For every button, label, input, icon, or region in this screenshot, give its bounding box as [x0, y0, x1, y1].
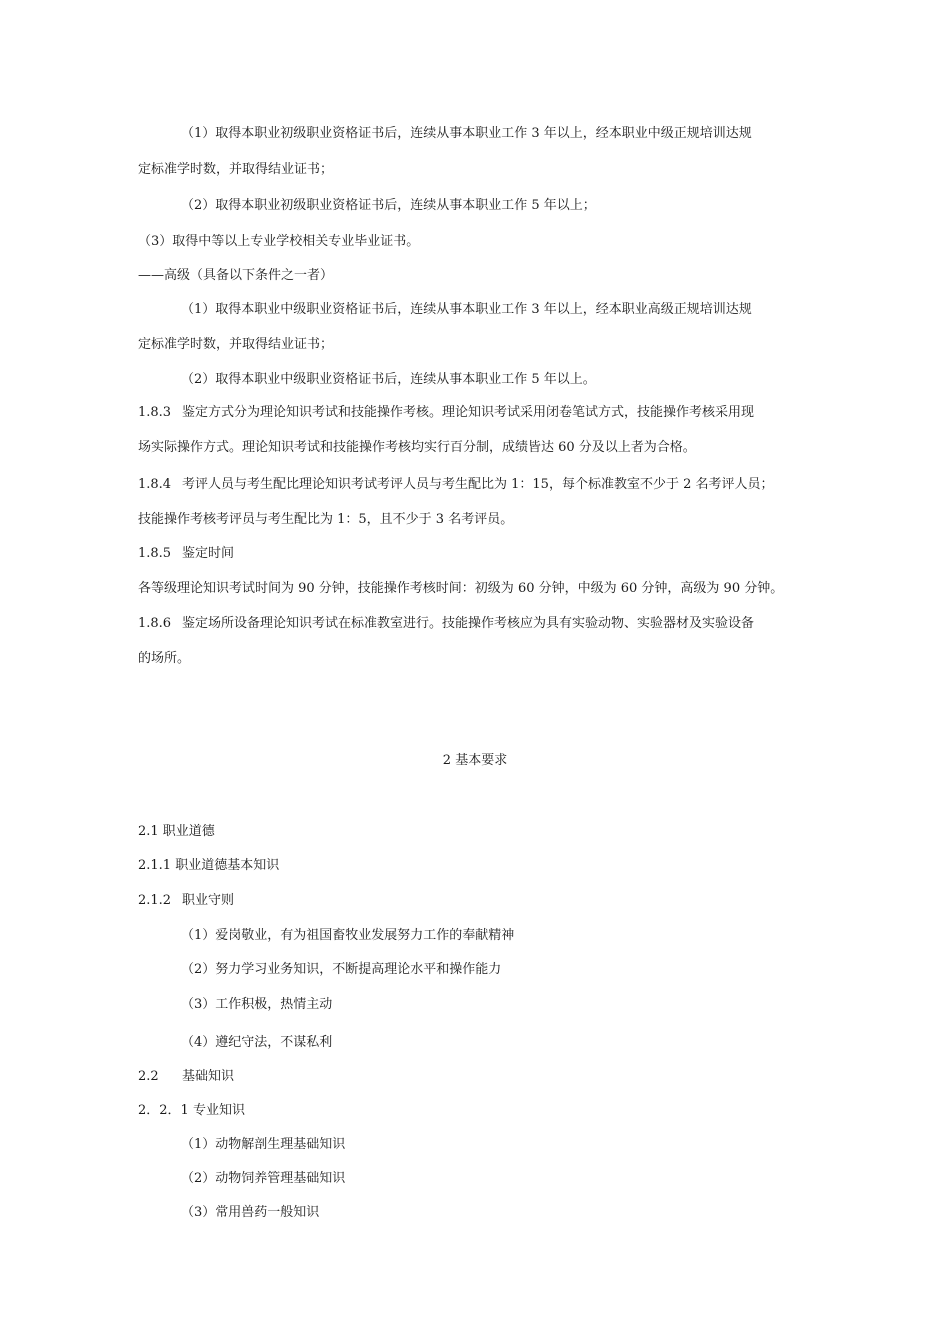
section-number: 2.1.2: [138, 893, 172, 908]
senior-heading: ——高级（具备以下条件之一者）: [138, 268, 334, 283]
section-heading: 基础知识: [182, 1069, 235, 1084]
section-2-2-1: 2．2．1 专业知识: [138, 1103, 245, 1118]
senior-item1-line1: （1）取得本职业中级职业资格证书后，连续从事本职业工作 3 年以上，经本职业高级正规培训达规: [181, 302, 752, 317]
list-item: （2）动物饲养管理基础知识: [181, 1171, 346, 1186]
mid-item2: （2）取得本职业初级职业资格证书后，连续从事本职业工作 5 年以上；: [181, 198, 596, 213]
section-number: 1.8.3: [138, 405, 172, 420]
section-2-1: 2.1 职业道德: [138, 824, 215, 839]
section-1-8-4: [138, 477, 773, 493]
section-1-8-3-line2: 场实际操作方式。理论知识考试和技能操作考核均实行百分制，成绩皆达 60 分及以上者为合格。: [138, 440, 696, 455]
section-1-8-5: [138, 546, 234, 562]
section-text: 鉴定场所设备理论知识考试在标准教室进行。技能操作考核应为具有实验动物、实验器材及实验设备: [182, 616, 755, 631]
list-item: （1）动物解剖生理基础知识: [181, 1137, 346, 1152]
mid-item1-line1: （1）取得本职业初级职业资格证书后，连续从事本职业工作 3 年以上，经本职业中级正规培训达规: [181, 126, 752, 141]
section-number: 2.2: [138, 1069, 159, 1084]
list-item: （1）爱岗敬业，有为祖国畜牧业发展努力工作的奉献精神: [181, 928, 515, 943]
section-1-8-4-line2: 技能操作考核考评员与考生配比为 1：5，且不少于 3 名考评员。: [138, 512, 514, 527]
section-1-8-3: [138, 405, 754, 421]
section-1-8-6: [138, 616, 754, 632]
section-text: 鉴定方式分为理论知识考试和技能操作考核。理论知识考试采用闭卷笔试方式，技能操作考核采用现: [182, 405, 755, 420]
mid-item3: （3）取得中等以上专业学校相关专业毕业证书。: [138, 234, 420, 249]
section-number: 1.8.6: [138, 616, 172, 631]
list-item: （4）遵纪守法，不谋私利: [181, 1035, 333, 1050]
senior-item1-line2: 定标准学时数，并取得结业证书；: [138, 337, 334, 352]
section-1-8-5-text: 各等级理论知识考试时间为 90 分钟，技能操作考核时间：初级为 60 分钟，中级为 60 分钟，高级为 90 分钟。: [138, 581, 784, 596]
list-item: （2）努力学习业务知识，不断提高理论水平和操作能力: [181, 962, 502, 977]
mid-item1-line2: 定标准学时数，并取得结业证书；: [138, 162, 334, 177]
senior-item2: （2）取得本职业中级职业资格证书后，连续从事本职业工作 5 年以上。: [181, 372, 596, 387]
section-2-2: [138, 1069, 234, 1085]
section-1-8-6-line2: 的场所。: [138, 651, 191, 666]
section-2-1-2: [138, 893, 234, 909]
section-heading: 鉴定时间: [182, 546, 235, 561]
list-item: （3）工作积极，热情主动: [181, 997, 333, 1012]
section-number: 1.8.4: [138, 477, 172, 492]
chapter-title: 2 基本要求: [442, 753, 508, 768]
section-heading: 职业守则: [182, 893, 235, 908]
section-number: 1.8.5: [138, 546, 172, 561]
section-text: 考评人员与考生配比理论知识考试考评人员与考生配比为 1：15，每个标准教室不少于 2 名考评人员；: [182, 477, 774, 492]
section-2-1-1: 2.1.1 职业道德基本知识: [138, 858, 280, 873]
list-item: （3）常用兽药一般知识: [181, 1205, 320, 1220]
